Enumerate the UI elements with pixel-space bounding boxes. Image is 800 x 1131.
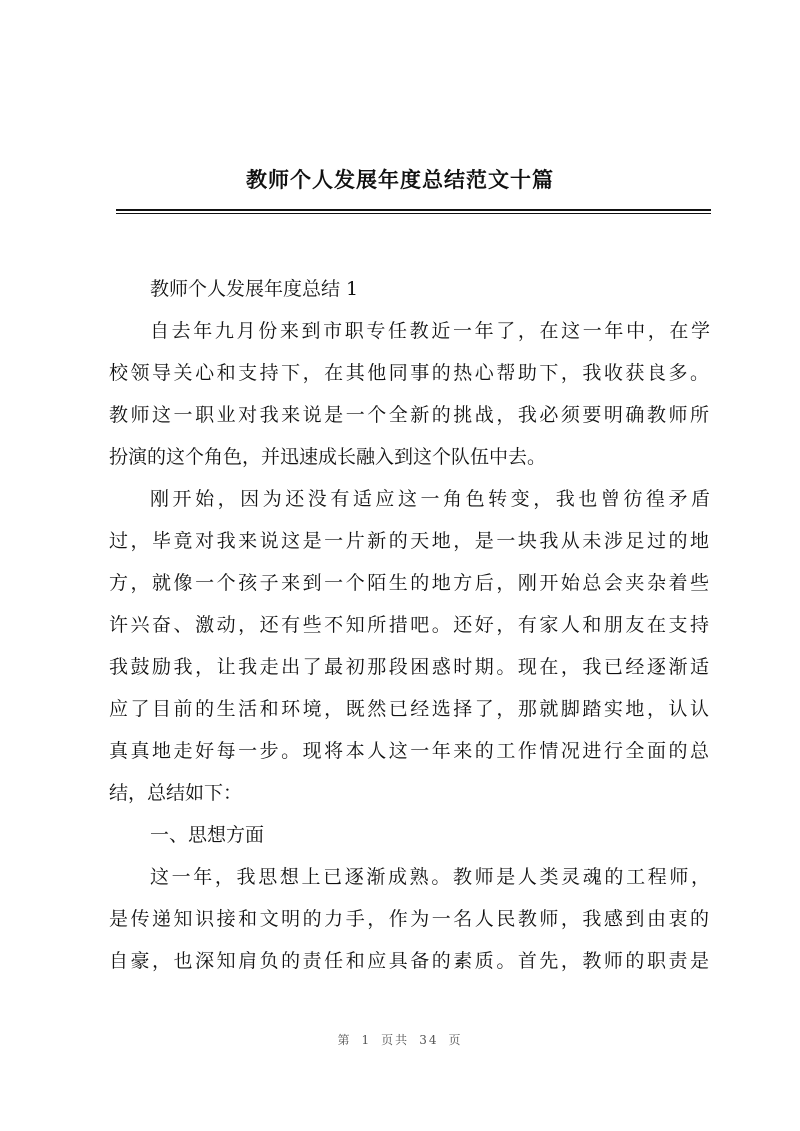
paragraph-line: 刚开始，因为还没有适应这一角色转变，我也曾彷徨矛盾 (150, 488, 710, 510)
footer-total-pages: 34 (419, 1033, 439, 1047)
paragraph-line: 自去年九月份来到市职专任教近一年了，在这一年中，在学 (150, 320, 710, 342)
paragraph-line: 自豪，也深知肩负的责任和应具备的素质。首先，教师的职责是 (109, 950, 709, 972)
paragraph-line: 是传递知识接和文明的力手，作为一名人民教师，我感到由衷的 (109, 908, 709, 930)
paragraph-line: 我鼓励我，让我走出了最初那段困惑时期。现在，我已经逐渐适 (109, 656, 709, 678)
paragraph-line: 真真地走好每一步。现将本人这一年来的工作情况进行全面的总 (109, 740, 709, 762)
paragraph-line: 应了目前的生活和环境，既然已经选择了，那就脚踏实地，认认 (109, 698, 709, 720)
footer-page-number: 1 (361, 1033, 372, 1047)
page-footer (0, 1031, 800, 1048)
paragraph-line: 扮演的这个角色，并迅速成长融入到这个队伍中去。 (109, 446, 547, 468)
paragraph-line: 过，毕竟对我来说这是一片新的天地，是一块我从未涉足过的地 (109, 530, 709, 552)
section-heading-thought: 一、思想方面 (150, 824, 265, 846)
paragraph-line: 校领导关心和支持下，在其他同事的热心帮助下，我收获良多。 (109, 362, 709, 384)
title-underline-thin (116, 213, 711, 214)
paragraph-line: 结，总结如下： (109, 782, 243, 804)
title-underline-thick (116, 209, 711, 211)
paragraph-line: 教师这一职业对我来说是一个全新的挑战，我必须要明确教师所 (109, 404, 709, 426)
paragraph-line: 许兴奋、激动，还有些不知所措吧。还好，有家人和朋友在支持 (109, 614, 709, 636)
section-heading-1: 教师个人发展年度总结 1 (150, 278, 359, 300)
document-title: 教师个人发展年度总结范文十篇 (246, 167, 554, 192)
footer-mid: 页共 (381, 1033, 410, 1047)
paragraph-line: 这一年，我思想上已逐渐成熟。教师是人类灵魂的工程师， (150, 866, 710, 888)
footer-suffix: 页 (448, 1033, 463, 1047)
footer-prefix: 第 (337, 1033, 352, 1047)
paragraph-line: 方，就像一个孩子来到一个陌生的地方后，刚开始总会夹杂着些 (109, 572, 709, 594)
